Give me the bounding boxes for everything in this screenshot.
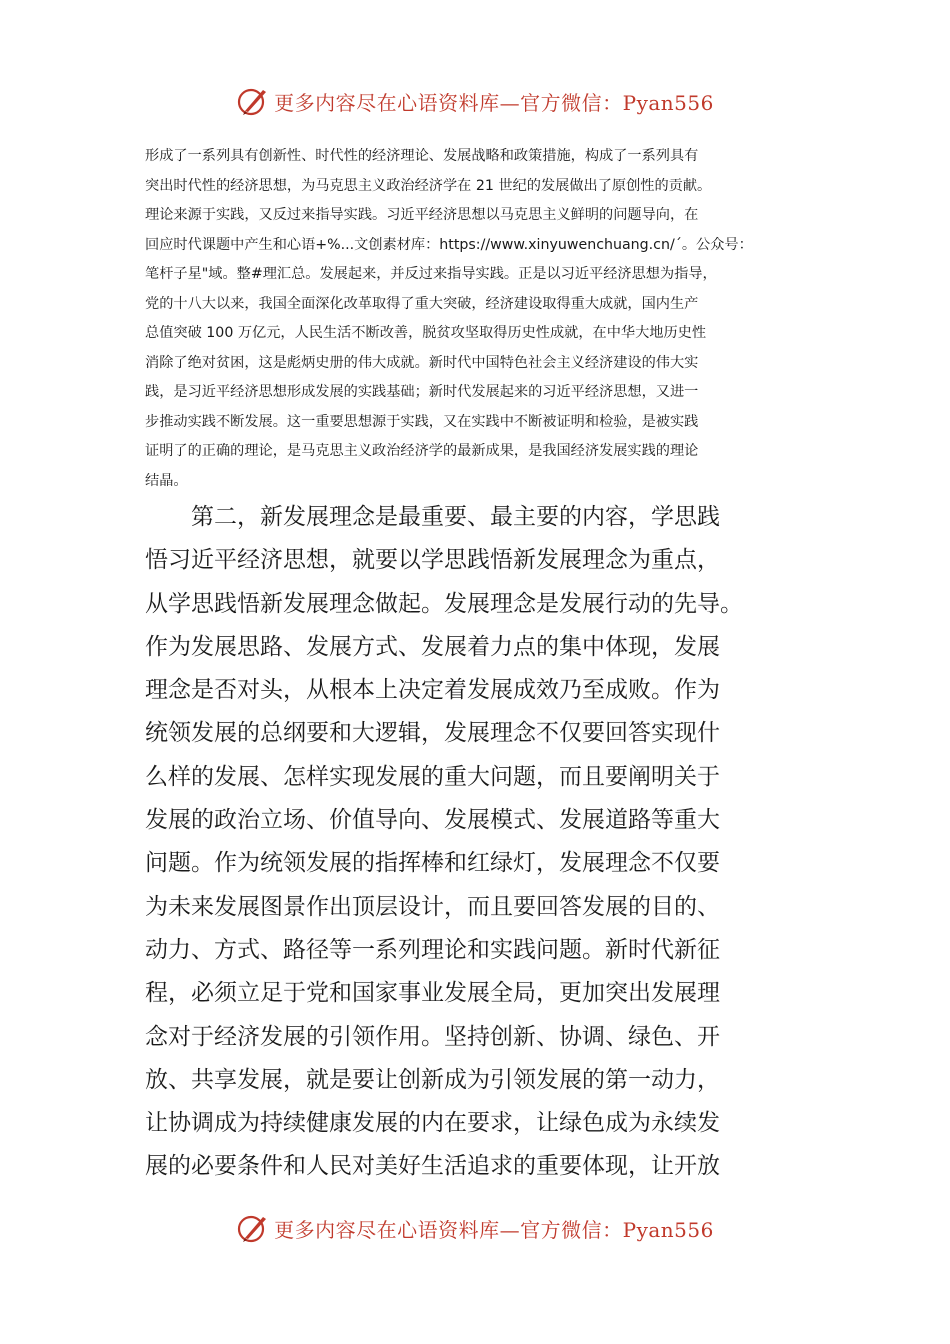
- text-line: 第二，新发展理念是最重要、最主要的内容，学思践: [145, 504, 720, 530]
- text-line: 党的十八大以来，我国全面深化改革取得了重大突破，经济建设取得重大成就，国内生产: [145, 295, 699, 312]
- text-line: 结晶。: [145, 472, 188, 489]
- main-paragraph: [145, 496, 807, 1189]
- text-line: 统领发展的总纲要和大逻辑，发展理念不仅要回答实现什: [145, 720, 720, 747]
- text-line: 回应时代课题中产生和心语+%...文创素材库：https://www.xinyuwenchuang.cn/ˊ。公众号：: [145, 236, 753, 253]
- quill-pen-icon: [236, 1211, 270, 1245]
- intro-paragraph: [145, 142, 807, 496]
- text-line: 突出时代性的经济思想，为马克思主义政治经济学在 21 世纪的发展做出了原创性的贡献。: [145, 177, 712, 194]
- header-banner-text: 更多内容尽在心语资料库—官方微信：Pyan556: [274, 90, 714, 115]
- text-line: 动力、方式、路径等一系列理论和实践问题。新时代新征: [145, 936, 720, 963]
- text-line: 展的必要条件和人民对美好生活追求的重要体现，让开放: [145, 1153, 720, 1180]
- text-line: 念对于经济发展的引领作用。坚持创新、协调、绿色、开: [145, 1023, 720, 1050]
- text-line: 问题。作为统领发展的指挥棒和红绿灯，发展理念不仅要: [145, 850, 720, 877]
- text-line: 从学思践悟新发展理念做起。发展理念是发展行动的先导。: [145, 590, 743, 617]
- footer-banner: [0, 1211, 950, 1245]
- text-line: 证明了的正确的理论，是马克思主义政治经济学的最新成果，是我国经济发展实践的理论: [145, 443, 699, 459]
- text-line: 理念是否对头，从根本上决定着发展成效乃至成败。作为: [145, 677, 720, 704]
- text-line: 悟习近平经济思想，就要以学思践悟新发展理念为重点，: [145, 547, 720, 574]
- footer-banner-text: 更多内容尽在心语资料库—官方微信：Pyan556: [274, 1217, 714, 1242]
- text-line: 作为发展思路、发展方式、发展着力点的集中体现，发展: [145, 633, 720, 660]
- text-line: 笔杆子星"域。整#理汇总。发展起来，并反过来指导实践。正是以习近平经济思想为指导，: [145, 266, 717, 282]
- text-line: 践，是习近平经济思想形成发展的实践基础；新时代发展起来的习近平经济思想，又进一: [145, 384, 699, 400]
- text-line: 程，必须立足于党和国家事业发展全局，更加突出发展理: [145, 980, 720, 1007]
- text-line: 放、共享发展，就是要让创新成为引领发展的第一动力，: [145, 1066, 720, 1093]
- text-line: 形成了一系列具有创新性、时代性的经济理论、发展战略和政策措施，构成了一系列具有: [145, 148, 699, 164]
- text-line: 么样的发展、怎样实现发展的重大问题，而且要阐明关于: [145, 763, 720, 790]
- text-line: 让协调成为持续健康发展的内在要求，让绿色成为永续发: [145, 1110, 720, 1137]
- text-line: 发展的政治立场、价值导向、发展模式、发展道路等重大: [145, 807, 720, 834]
- text-line: 为未来发展图景作出顶层设计，而且要回答发展的目的、: [145, 893, 720, 920]
- text-line: 理论来源于实践，又反过来指导实践。习近平经济思想以马克思主义鲜明的问题导向，在: [145, 207, 699, 223]
- text-line: 步推动实践不断发展。这一重要思想源于实践，又在实践中不断被证明和检验，是被实践: [145, 413, 699, 430]
- header-banner: [0, 84, 950, 118]
- text-line: 总值突破 100 万亿元，人民生活不断改善，脱贫攻坚取得历史性成就，在中华大地历史性: [145, 325, 707, 341]
- quill-pen-icon: [236, 84, 270, 118]
- text-line: 消除了绝对贫困，这是彪炳史册的伟大成就。新时代中国特色社会主义经济建设的伟大实: [145, 354, 699, 371]
